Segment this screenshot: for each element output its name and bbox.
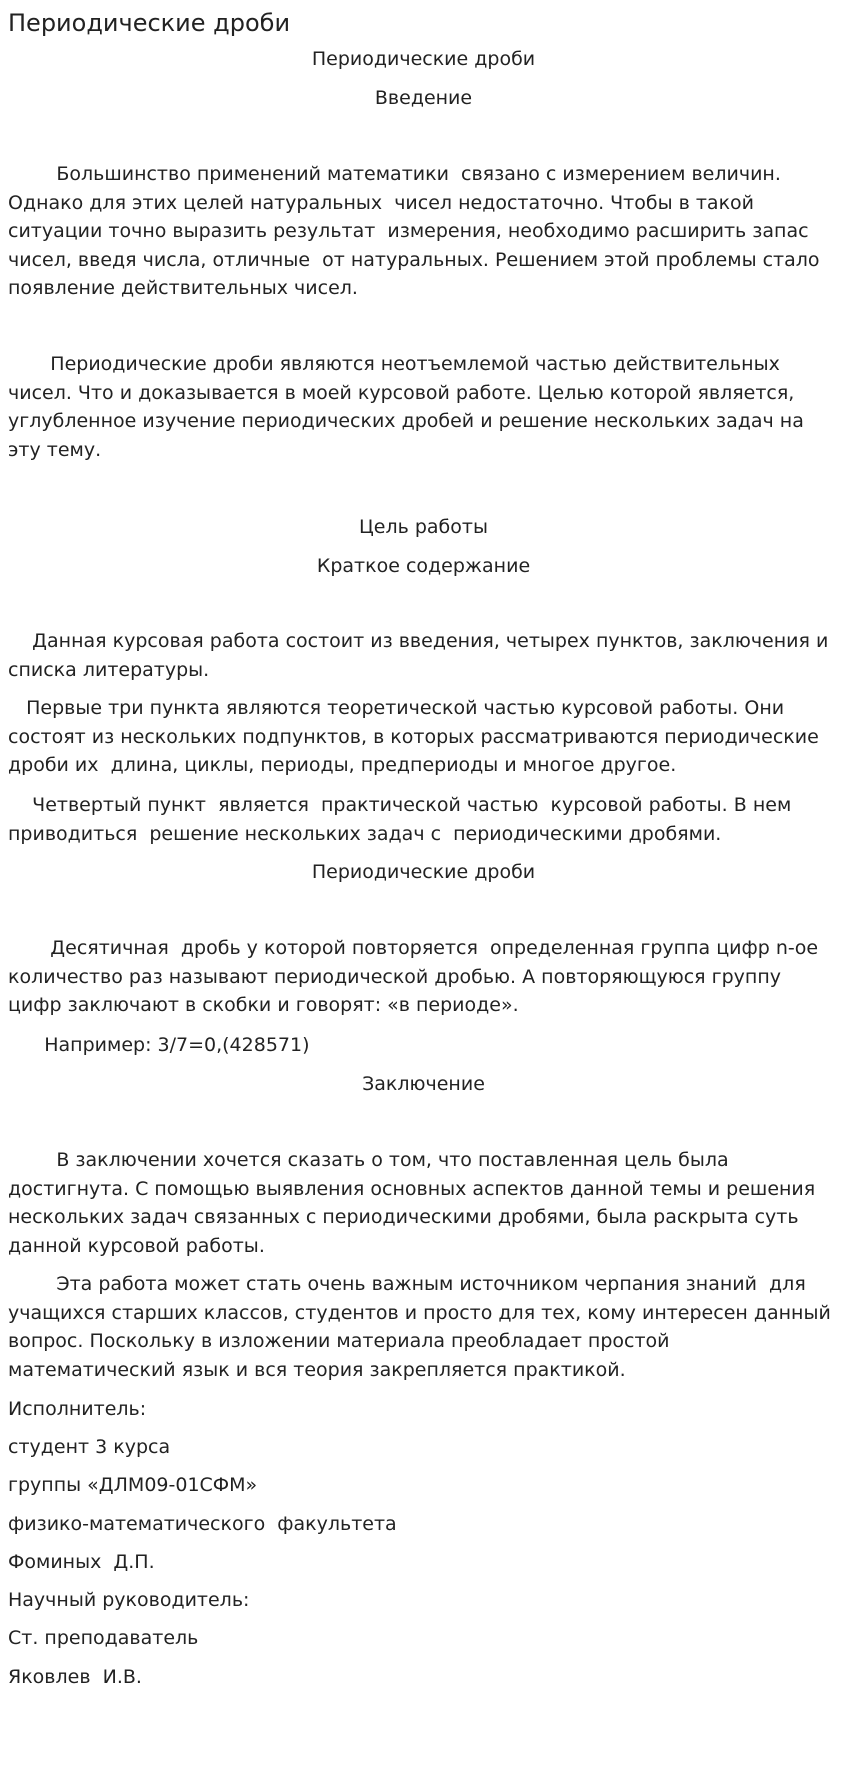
heading-introduction: Введение [374,87,473,109]
advisor-name: Яковлев И.В. [8,1666,142,1688]
heading-goal: Цель работы [359,516,488,538]
heading-periodic-fractions: Периодические дроби [311,861,536,883]
heading-summary: Краткое содержание [316,555,531,577]
performer-course: студент 3 курса [8,1436,171,1458]
performer-label: Исполнитель: [8,1398,147,1420]
summary-paragraph-3: Четвертый пункт является практической частью курсовой работы. В нем приводиться решение нескольких задач с периодическими дробями. [8,794,798,845]
periodic-example: Например: 3/7=0,(428571) [8,1034,310,1056]
performer-group: группы «ДЛМ09-01СФМ» [8,1474,258,1496]
page-title: Периодические дроби [8,9,291,37]
introduction-paragraph-1: Большинство применений математики связано с измерением величин. Однако для этих целей натуральных чисел недостаточно. Чтобы в такой ситуации точно выразить результат измерения, необходимо расширить запас чисел, введя числа, отличные от натуральных. Решением этой проблемы стало появление действительных чисел. [8,163,826,300]
summary-paragraph-1: Данная курсовая работа состоит из введения, четырех пунктов, заключения и списка литературы. [8,630,835,681]
heading-conclusion: Заключение [362,1073,485,1095]
summary-paragraph-2: Первые три пункта являются теоретической частью курсовой работы. Они состоят из нескольких подпунктов, в которых рассматриваются периодические дроби их длина, циклы, периоды, предпериоды и многое другое. [8,697,825,777]
advisor-label: Научный руководитель: [8,1589,250,1611]
performer-faculty: физико-математического факультета [8,1513,397,1535]
conclusion-paragraph-2: Эта работа может стать очень важным источником черпания знаний для учащихся старших классов, студентов и просто для тех, кому интересен данный вопрос. Поскольку в изложении материала преобладает простой математический язык и вся теория закрепляется практикой. [8,1273,837,1381]
performer-name: Фоминых Д.П. [8,1551,155,1573]
conclusion-paragraph-1: В заключении хочется сказать о том, что поставленная цель была достигнута. С помощью выявления основных аспектов данной темы и решения нескольких задач связанных с периодическими дробями, была раскрыта суть данной курсовой работы. [8,1149,822,1257]
periodic-paragraph: Десятичная дробь у которой повторяется определенная группа цифр n-ое количество раз называют периодической дробью. А повторяющуюся группу цифр заключают в скобки и говорят: «в периоде». [8,937,825,1017]
advisor-position: Ст. преподаватель [8,1627,199,1649]
introduction-paragraph-2: Периодические дроби являются неотъемлемой частью действительных чисел. Что и доказывается в моей курсовой работе. Целью которой является, углубленное изучение периодических дробей и решение нескольких задач на эту тему. [8,353,810,461]
heading-main: Периодические дроби [311,48,536,70]
